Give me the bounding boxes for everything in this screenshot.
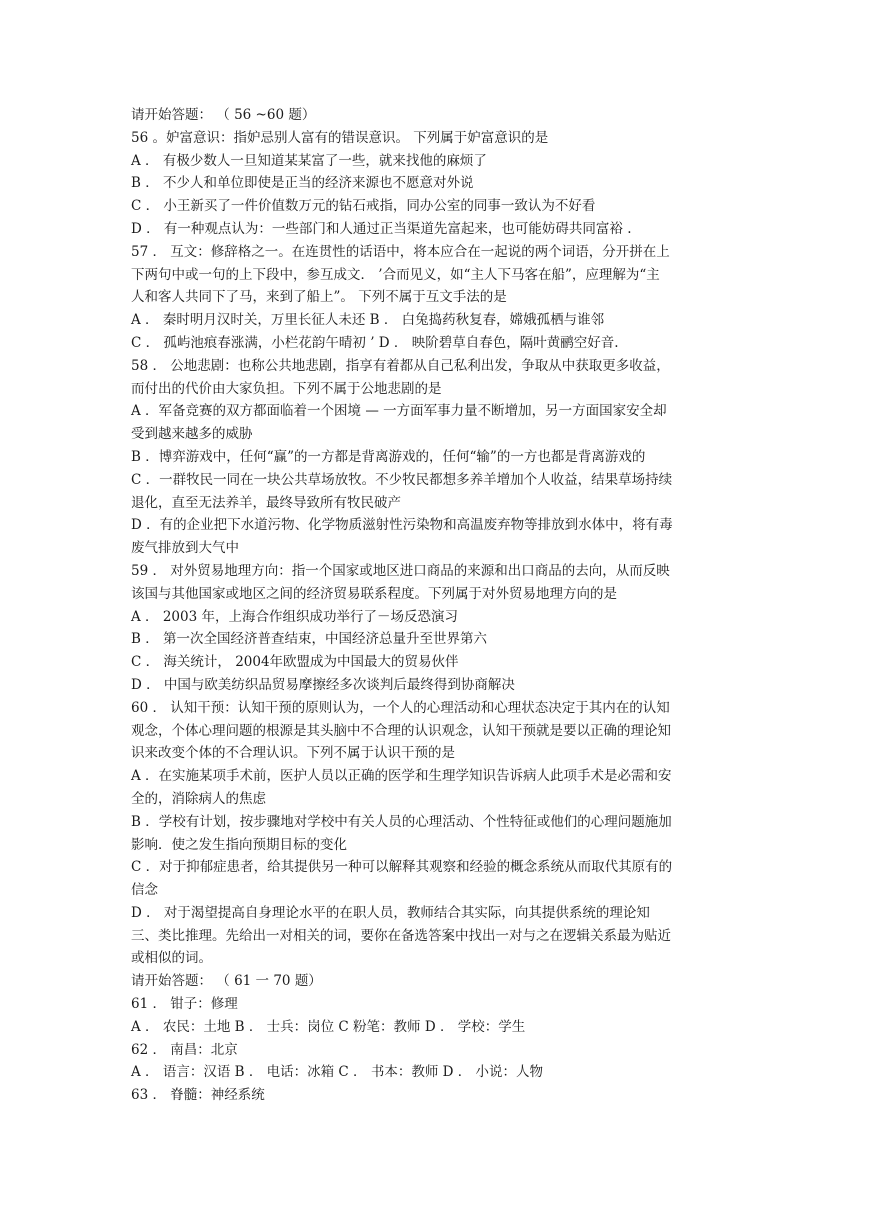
option-line: C ．一群牧民一同在一块公共草场放牧。不少牧民都想多养羊增加个人收益，结果草场持续 <box>131 471 673 488</box>
section-heading: 三、类比推理。先给出一对相关的词，要你在备选答案中找出一对与之在逻辑关系最为贴近 <box>131 927 671 944</box>
question-58-line: 58 ． 公地悲剧：也称公共地悲剧，指享有着都从自己私利出发，争取从中获取更多收益， <box>131 357 670 374</box>
option-line: B ． 第一次全国经济普查结束，中国经济总量升至世界第六 <box>131 631 488 648</box>
option-line: C ．对于抑郁症患者，给其提供另一种可以解释其观察和经验的概念系统从而取代其原有的 <box>131 859 673 876</box>
text-line: 而付出的代价由大家负担。下列不属于公地悲剧的是 <box>131 380 442 397</box>
option-line: A ． 农民：土地 B ． 士兵：岗位 C 粉笔：教师 D ． 学校：学生 <box>131 1018 526 1035</box>
text-line: 影响．使之发生指向预期目标的变化 <box>131 836 347 853</box>
option-line: C ． 小王新买了一件价值数万元的钻石戒指，同办公室的同事一致认为不好看 <box>131 198 596 215</box>
text-line: 信念 <box>131 882 158 899</box>
option-line: A ．军备竞赛的双方都面临着一个困境 — 一方面军事力量不断增加，另一方面国家安全却 <box>131 403 667 420</box>
text-line: 观念，个体心理问题的根源是其头脑中不合理的认识观念，认知干预就是要以正确的理论知 <box>131 722 671 739</box>
option-line: A ． 有极少数人一旦知道某某富了一些，就来找他的麻烦了 <box>131 152 487 169</box>
text-line: 下两句中或一句的上下段中，参互成文． ’合而见义，如“主人下马客在船”，应理解为“主 <box>131 266 660 283</box>
question-60-line: 60 ． 认知干预：认知干预的原则认为，一个人的心理活动和心理状态决定于其内在的认知 <box>131 699 670 716</box>
text-line: 废气排放到大气中 <box>131 540 239 557</box>
question-61-line: 61 ． 钳子：修理 <box>131 996 238 1013</box>
question-62-line: 62 ． 南昌：北京 <box>131 1041 238 1058</box>
option-line: D ． 中国与欧美纺织品贸易摩擦经多次谈判后最终得到协商解决 <box>131 676 515 693</box>
question-57-line: 57 ． 互文：修辞格之一。在连贯性的话语中，将本应合在一起说的两个词语，分开拼在上 <box>131 243 670 260</box>
option-line: A ．在实施某项手术前，医护人员以正确的医学和生理学知识告诉病人此项手术是必需和安 <box>131 768 672 785</box>
text-line: 识来改变个体的不合理认识。下列不属于认识干预的是 <box>131 745 455 762</box>
text-line: 请开始答题： （ 61 一 70 题） <box>131 973 322 990</box>
option-line: C ． 海关统计， 2004年欧盟成为中国最大的贸易伙伴 <box>131 654 459 671</box>
option-line: B ． 不少人和单位即使是正当的经济来源也不愿意对外说 <box>131 175 474 192</box>
option-line: A ． 2003 年，上海合作组织成功举行了－场反恐演习 <box>131 608 458 625</box>
question-56-line: 56 。妒富意识：指妒忌别人富有的错误意识。 下列属于妒富意识的是 <box>131 129 549 146</box>
text-line: 退化，直至无法养羊，最终导致所有牧民破产 <box>131 494 401 511</box>
text-line: 人和客人共同下了马，来到了船上”。 下列不属于互文手法的是 <box>131 289 507 306</box>
option-line: C ． 孤屿池痕春涨满，小栏花韵午晴初 ’ D ． 映阶碧草自春色，隔叶黄鹂空好音. <box>131 334 619 351</box>
question-59-line: 59 ． 对外贸易地理方向：指一个国家或地区进口商品的来源和出口商品的去向，从而反映 <box>131 562 670 579</box>
text-line: 受到越来越多的威胁 <box>131 426 253 443</box>
option-line: D ．有的企业把下水道污物、化学物质滋射性污染物和高温废弃物等排放到水体中，将有毒 <box>131 517 673 534</box>
text-line: 请开始答题： （ 56 ~60 题） <box>131 107 316 123</box>
option-line: D ． 有一种观点认为：一些部门和人通过正当渠道先富起来，也可能妨碍共同富裕 . <box>131 220 632 237</box>
text-line: 或相似的词。 <box>131 950 212 967</box>
question-63-line: 63 ． 脊髓：神经系统 <box>131 1087 265 1104</box>
option-line: B ．学校有计划，按步骤地对学校中有关人员的心理活动、个性特征或他们的心理问题施加 <box>131 813 672 830</box>
option-line: A ． 秦时明月汉时关，万里长征人未还 B ． 白兔捣药秋复春，嫦娥孤栖与谁邻 <box>131 312 605 329</box>
option-line: D ． 对于渴望提高自身理论水平的在职人员，教师结合其实际，向其提供系统的理论知 <box>131 904 650 921</box>
document-page <box>131 104 771 1107</box>
option-line: B ．博弈游戏中，任何“赢”的一方都是背离游戏的，任何“输”的一方也都是背离游戏的 <box>131 448 646 465</box>
text-line: 全的，消除病人的焦虑 <box>131 790 266 807</box>
text-line: 该国与其他国家或地区之间的经济贸易联系程度。下列属于对外贸易地理方向的是 <box>131 585 617 602</box>
option-line: A ． 语言：汉语 B ． 电话：冰箱 C ． 书本：教师 D ． 小说：人物 <box>131 1064 544 1081</box>
